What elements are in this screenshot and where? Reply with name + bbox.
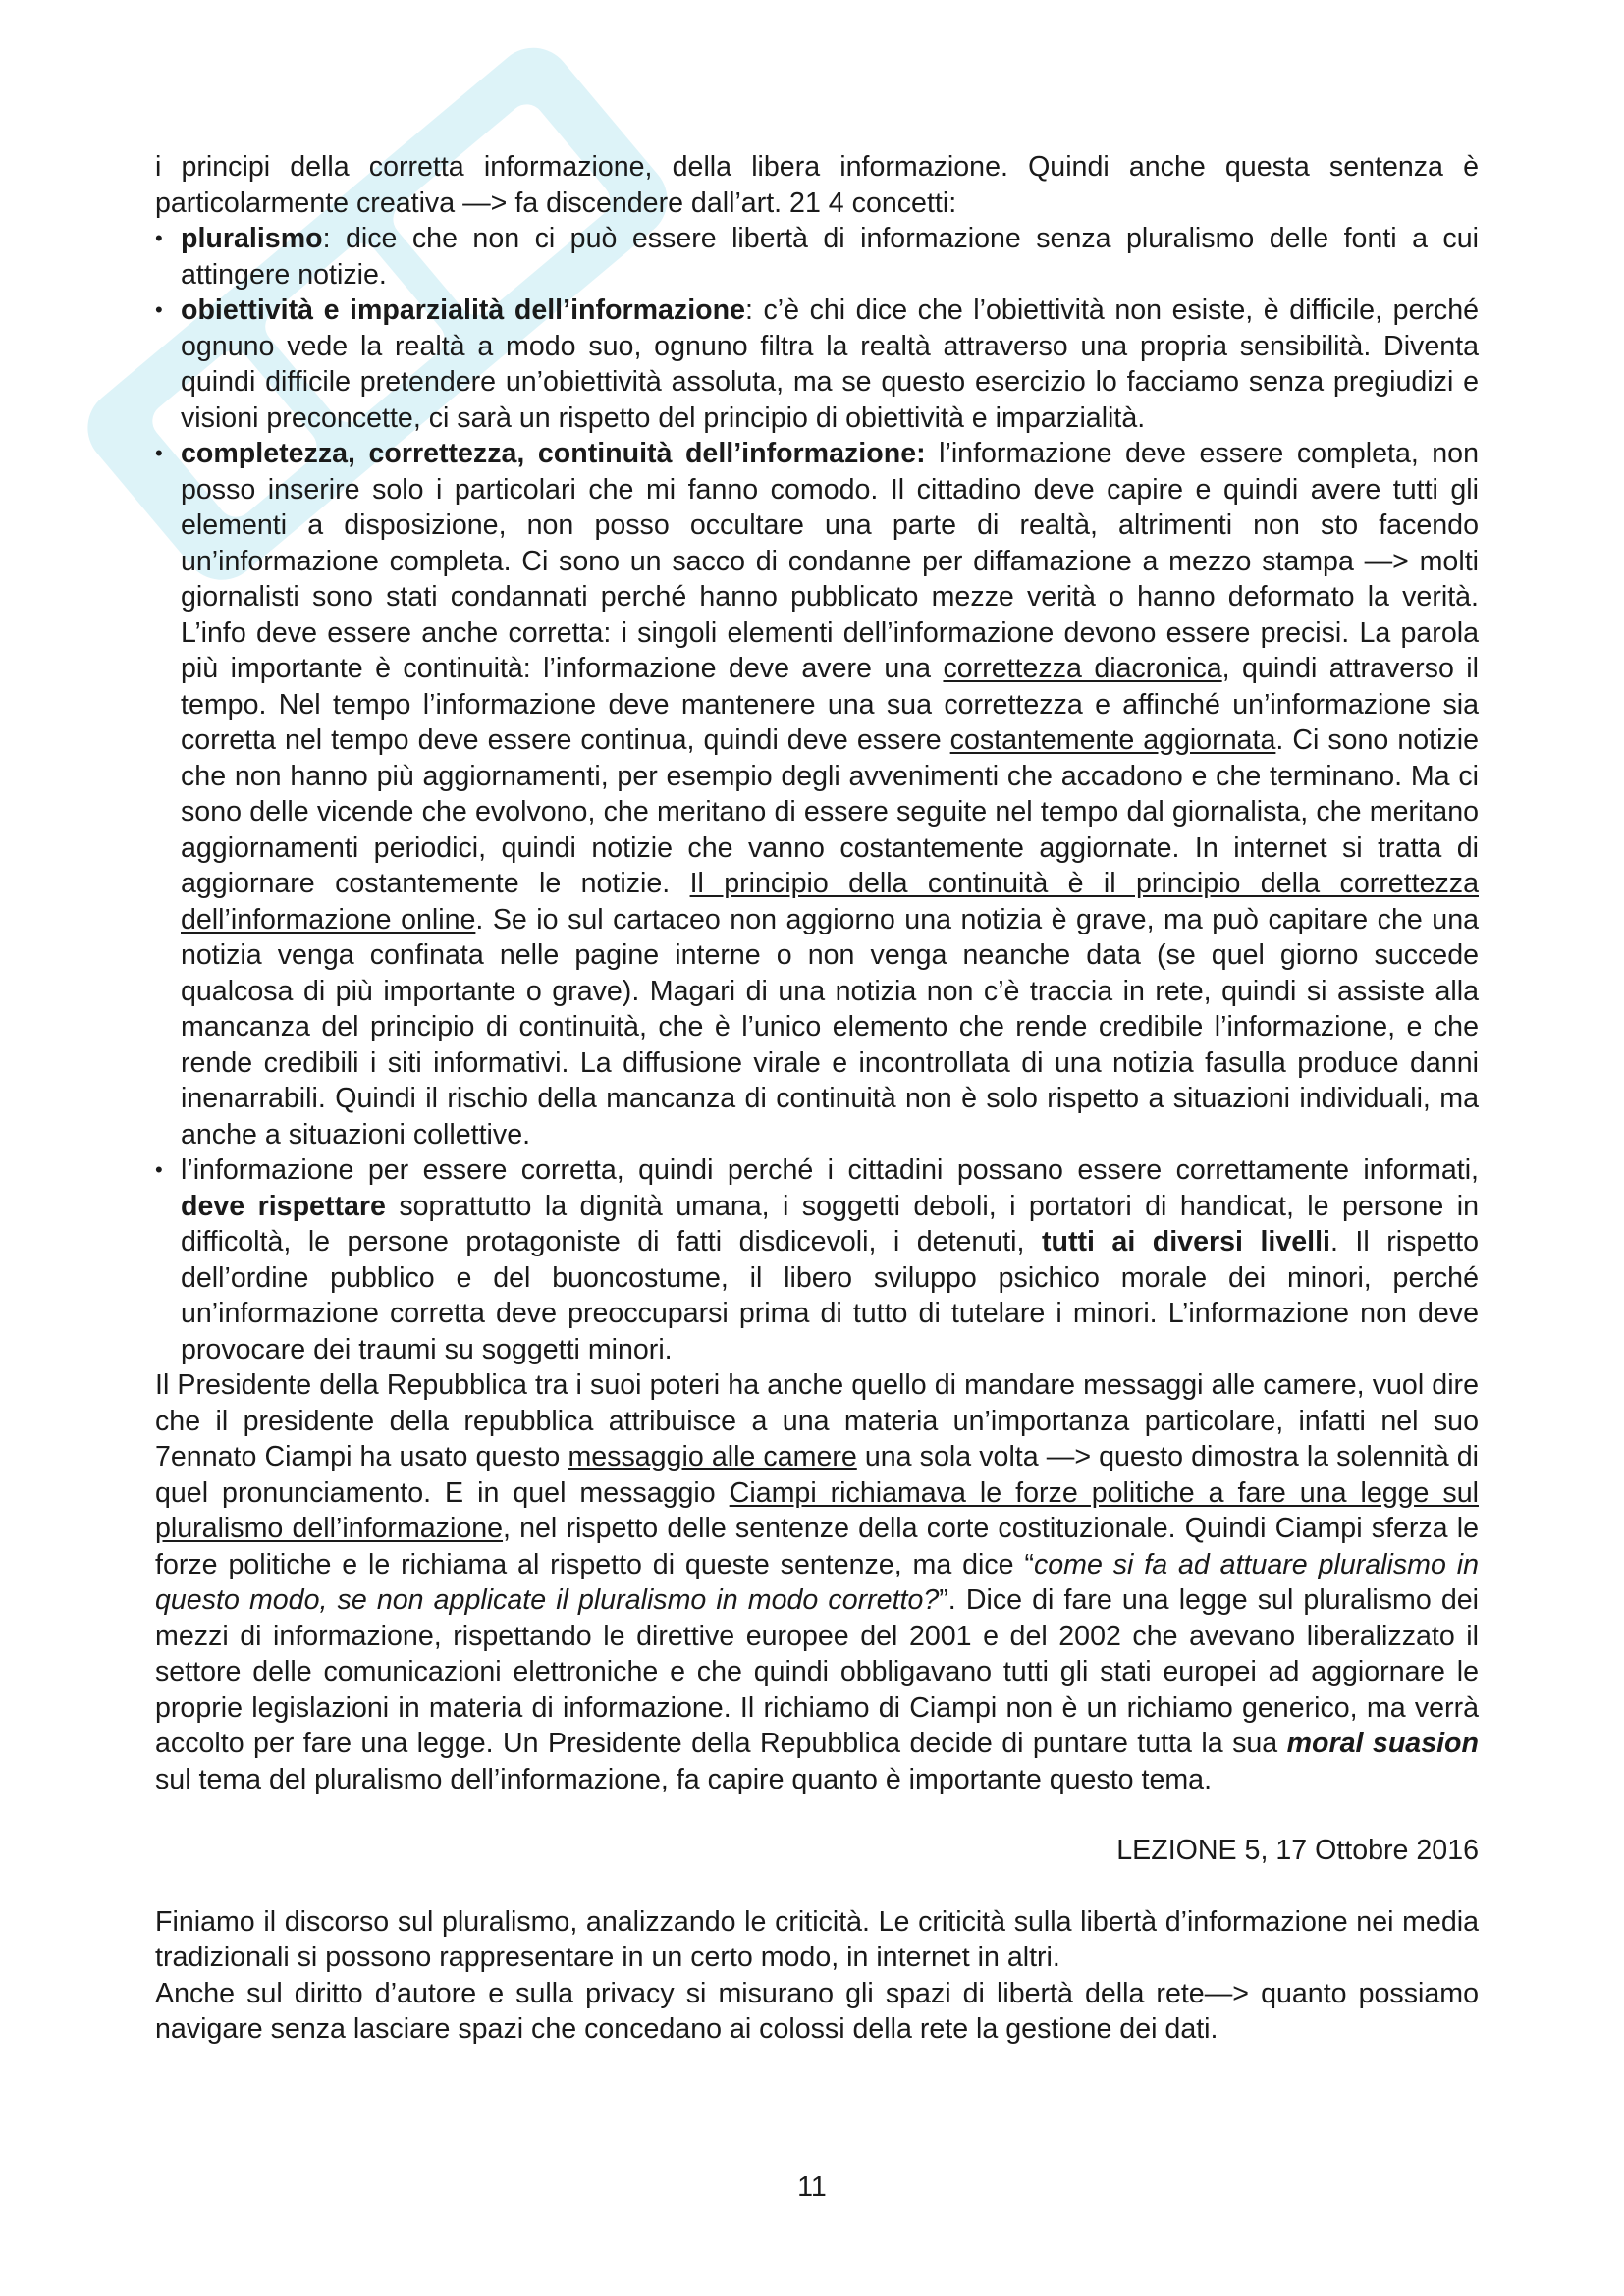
document-page <box>155 149 1479 2048</box>
intro-text: i principi della corretta informazione, della libera informazione. Quindi anche questa sentenza è particolarmente creativa —> fa discendere dall’art. 21 4 concetti: <box>155 151 1479 219</box>
diritto-autore-paragraph: Anche sul diritto d’autore e sulla privacy si misurano gli spazi di libertà della rete—> quanto possiamo navigare senza lasciare spazi che concedano ai colossi della rete la gestione dei dati. <box>155 1977 1479 2045</box>
completezza-part-4: . Se io sul cartaceo non aggiorno una notizia è grave, ma può capitare che una notizia venga confinata nelle pagine interne o non venga neanche data (se quel giorno succede qualcosa di più importante o grave). Magari di una notizia non c’è traccia in rete, quindi si assiste alla mancanza del principio di continuità, che è l’unico elemento che rende credibile l’informazione, e che rende credibili i siti informativi. La diffusione virale e incontrollata di una notizia fasulla produce danni inenarrabili. Quindi il rischio della mancanza di continuità non è solo rispetto a situazioni individuali, ma anche a situazioni collettive. <box>181 903 1479 1150</box>
bullet-obiettivita <box>155 293 1479 436</box>
concepts-list <box>155 221 1479 1367</box>
bold-italic-moral-suasion: moral suasion <box>1286 1728 1479 1759</box>
term-completezza: completezza, correttezza, continuità dell’informazione: <box>181 438 926 469</box>
presidente-part-5: sul tema del pluralismo dell’informazione, fa capire quanto è importante questo tema. <box>155 1763 1213 1795</box>
completezza-part-1: l’informazione deve essere completa, non posso inserire solo i particolari che mi fanno comodo. Il cittadino deve capire e quindi avere tutti gli elementi a disposizione, non posso occultare una parte di realtà, altrimenti non sto facendo un’informazione completa. Ci sono un sacco di condanne per diffamazione a mezzo stampa —> molti giornalisti sono stati condannati perché hanno pubblicato mezze verità o hanno deformato la verità. L’info deve essere anche corretta: i singoli elementi dell’informazione devono essere precisi. La parola più importante è continuità: l’informazione deve avere una <box>181 438 1479 684</box>
rispetto-part-2: soprattutto la dignità umana, i soggetti deboli, i portatori di handicat, le persone in difficoltà, le persone protagoniste di fatti disdicevoli, i detenuti, <box>181 1190 1480 1257</box>
page-number: 11 <box>797 2171 827 2203</box>
bold-deve-rispettare: deve rispettare <box>181 1190 386 1222</box>
underlined-ciampi-richiamava: Ciampi richiamava le forze politiche a fare una legge sul pluralismo dell’informazione <box>155 1476 1479 1544</box>
bullet-pluralismo <box>155 221 1479 293</box>
text-pluralismo: : dice che non ci può essere libertà di informazione senza pluralismo delle fonti a cui attingere notizie. <box>181 223 1479 291</box>
presidente-part-4: ”. Dice di fare una legge sul pluralismo dei mezzi di informazione, rispettando le direttive europee del 2001 e del 2002 che avevano liberalizzato il settore delle comunicazioni elettroniche e che quindi obbligavano tutti gli stati europei ad aggiornare le proprie legislazioni in materia di informazione. Il richiamo di Ciampi non è un richiamo generico, ma verrà accolto per fare una legge. Un Presidente della Repubblica decide di puntare tutta la sua <box>155 1584 1479 1759</box>
presidente-paragraph <box>155 1367 1479 1797</box>
text-obiettivita: : c’è chi dice che l’obiettività non esiste, è difficile, perché ognuno vede la realtà a modo suo, ognuno filtra la realtà attraverso una propria sensibilità. Diventa quindi difficile pretendere un’obiettività assoluta, ma se questo esercizio lo facciamo senza pregiudizi e visioni preconcette, ci sarà un rispetto del principio di obiettività e imparzialità. <box>181 294 1479 434</box>
completezza-part-2: , quindi attraverso il tempo. Nel tempo l’informazione deve mantenere una sua correttezza e affinché un’informazione sia corretta nel tempo deve essere continua, quindi deve essere <box>181 653 1479 756</box>
presidente-part-3: , nel rispetto delle sentenze della corte costituzionale. Quindi Ciampi sferza le forze politiche e le richiama al rispetto di queste sentenze, ma dice “ <box>155 1513 1479 1580</box>
underlined-messaggio-alle-camere: messaggio alle camere <box>568 1441 857 1472</box>
underlined-costantemente-aggiornata: costantemente aggiornata <box>949 724 1276 756</box>
criticita-paragraph: Finiamo il discorso sul pluralismo, analizzando le criticità. Le criticità sulla libertà d’informazione nei media tradizionali si possono rappresentare in un certo modo, in internet in altri. <box>155 1905 1479 1973</box>
completezza-part-3: . Ci sono notizie che non hanno più aggiornamenti, per esempio degli avvenimenti che accadono e che terminano. Ma ci sono delle vicende che evolvono, che meritano di essere seguite nel tempo dal giornalista, che meritano aggiornamenti periodici, quindi notizie che vanno costantemente aggiornate. In internet si tratta di aggiornare costantemente le notizie. <box>181 724 1479 899</box>
underlined-correttezza-diacronica: correttezza diacronica <box>943 653 1222 684</box>
bullet-completezza <box>155 436 1479 1152</box>
term-obiettivita: obiettività e imparzialità dell’informazione <box>181 294 746 326</box>
lesson-heading: LEZIONE 5, 17 Ottobre 2016 <box>1116 1835 1479 1866</box>
rispetto-part-1: l’informazione per essere corretta, quindi perché i cittadini possano essere correttamente informati, <box>181 1154 1479 1186</box>
intro-paragraph <box>155 149 1479 221</box>
underlined-principio-continuita: Il principio della continuità è il principio della correttezza dell’informazione online <box>181 868 1479 935</box>
presidente-part-1: Il Presidente della Repubblica tra i suoi poteri ha anche quello di mandare messaggi alle camere, vuol dire che il presidente della repubblica attribuisce a una materia un’importanza particolare, infatti nel suo 7ennato Ciampi ha usato questo <box>155 1369 1479 1472</box>
bullet-rispetto <box>155 1152 1479 1367</box>
term-pluralismo: pluralismo <box>181 223 323 254</box>
rispetto-part-3: . Il rispetto dell’ordine pubblico e del buoncostume, il libero sviluppo psichico morale dei minori, perché un’informazione corretta deve preoccuparsi prima di tutto di tutelare i minori. L’informazione non deve provocare dei traumi su soggetti minori. <box>181 1226 1479 1365</box>
bold-tutti-ai-diversi-livelli: tutti ai diversi livelli <box>1041 1226 1330 1257</box>
presidente-part-2: una sola volta —> questo dimostra la solennità di quel pronunciamento. E in quel messaggio <box>155 1441 1479 1509</box>
italic-quote: come si fa ad attuare pluralismo in questo modo, se non applicate il pluralismo in modo corretto? <box>155 1548 1479 1616</box>
